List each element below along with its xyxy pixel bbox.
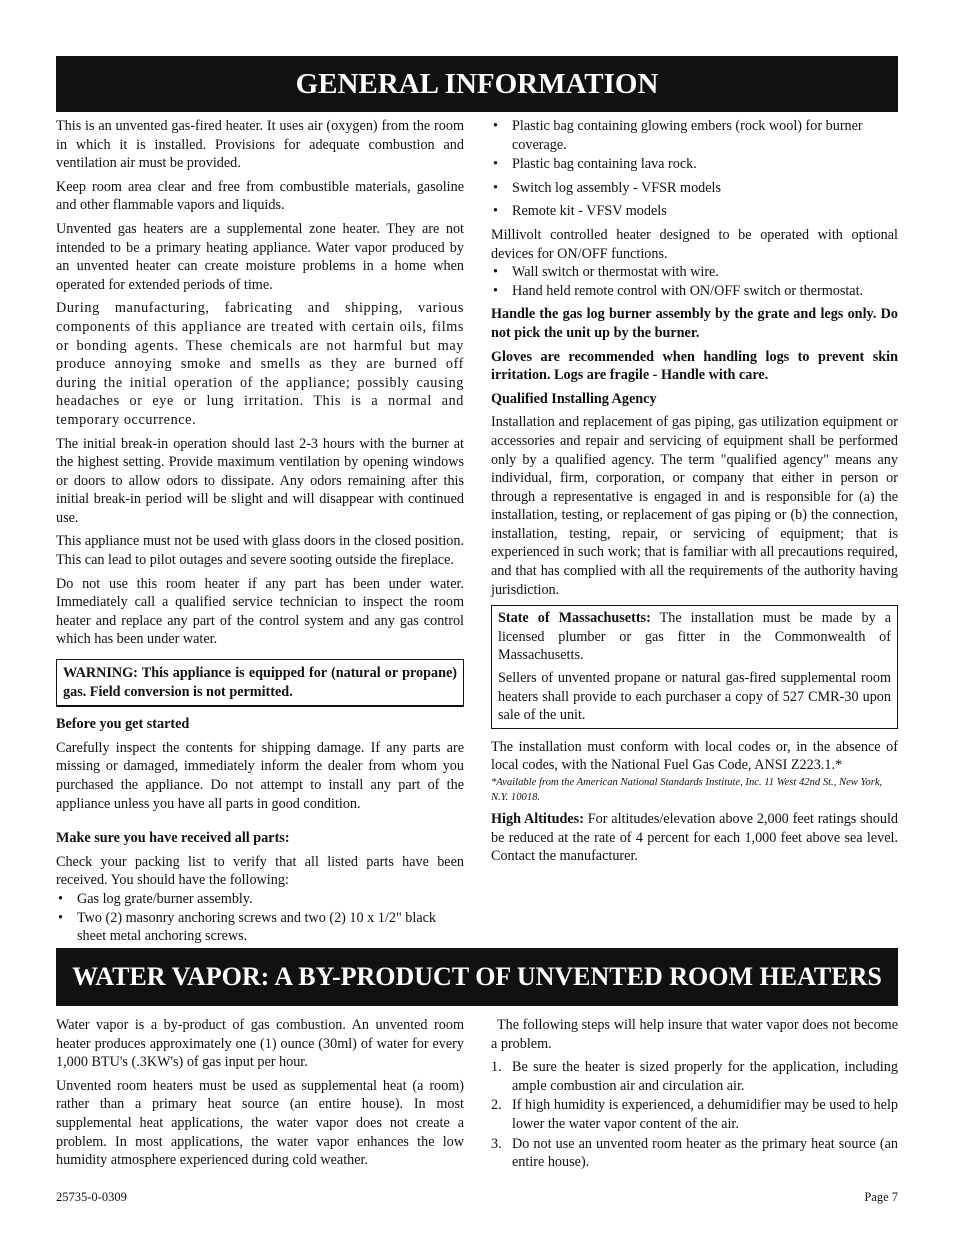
footnote: *Available from the American National Standards Institute, Inc. 11 West 42nd St., New York, N.Y. 10018. — [491, 777, 883, 803]
parts-list — [56, 890, 464, 946]
step-text: If high humidity is experienced, a dehumidifier may be used to help lower the water vapor content of the air. — [512, 1097, 898, 1132]
paragraph: Sellers of unvented propane or natural gas-fired supplemental room heaters shall provide to each purchaser a copy of 527 CMR-30 upon sale of the unit. — [498, 670, 891, 724]
paragraph: The installation must conform with local codes or, in the absence of local codes, with the National Fuel Gas Code, ANSI Z223.1.* — [491, 738, 898, 774]
paragraph: Do not use this room heater if any part has been under water. Immediately call a qualified service technician to inspect the room heater and replace any part of the control system and any gas control which has been under water. — [56, 575, 464, 648]
list-item: • Hand held remote control with ON/OFF switch or thermostat. — [491, 282, 898, 301]
general-right-column — [491, 117, 898, 871]
paragraph: During manufacturing, fabricating and shipping, various components of this appliance are treated with certain oils, films or bonding agents. These chemicals are not harmful but may produce annoying smoke and smells as they are burned off during the initial operation of the appliance; possibly causing headaches or eye or lung irritation. This is a normal and temporary occurrence. — [56, 300, 464, 428]
before-you-start-heading: Before you get started — [56, 716, 190, 733]
page-number: Page 7 — [864, 1190, 898, 1204]
list-item: • Plastic bag containing glowing embers (rock wool) for burner coverage. — [491, 117, 898, 154]
step-number: 3. — [491, 1135, 502, 1152]
paragraph: Millivolt controlled heater designed to be operated with optional devices for ON/OFF functions. — [491, 226, 898, 262]
paragraph: This appliance must not be used with glass doors in the closed position. This can lead to pilot outages and severe sooting outside the fireplace. — [56, 533, 464, 569]
list-item: • Wall switch or thermostat with wire. — [491, 263, 898, 282]
step-number: 2. — [491, 1097, 502, 1114]
step-number: 1. — [491, 1059, 502, 1076]
list-item: • Gas log grate/burner assembly. — [56, 890, 464, 909]
document-number: 25735-0-0309 — [56, 1190, 127, 1204]
general-information-header: GENERAL INFORMATION — [56, 56, 898, 112]
list-item: • Plastic bag containing lava rock. — [491, 155, 898, 174]
step-text: Do not use an unvented room heater as the primary heat source (an entire house). — [512, 1135, 898, 1171]
parts-heading: Make sure you have received all parts: — [56, 830, 290, 847]
general-left-column — [56, 117, 464, 951]
parts-list-continued — [491, 117, 898, 221]
water-right-column — [491, 1016, 898, 1173]
high-altitudes-paragraph — [491, 810, 898, 866]
paragraph: Unvented gas heaters are a supplemental zone heater. They are not intended to be a primary heating appliance. Water vapor produced by an unvented heater can create moisture problems in a home when operated for extended periods of time. — [56, 220, 464, 293]
list-item: • Remote kit - VFSV models — [491, 202, 898, 221]
high-altitudes-text: For altitudes/elevation above 2,000 feet ratings should be reduced at the rate of 4 percent for each 1,000 feet above sea level. Contact the manufacturer. — [491, 811, 898, 865]
paragraph: Water vapor is a by-product of gas combustion. An unvented room heater produces approximately one (1) ounce (30ml) of water for every 1,000 BTU's (.3KW's) of gas input per hour. — [56, 1017, 464, 1071]
paragraph: Keep room area clear and free from combustible materials, gasoline and other flammable vapors and liquids. — [56, 178, 464, 214]
list-item: • Switch log assembly - VFSR models — [491, 179, 898, 198]
list-item: • Two (2) masonry anchoring screws and two (2) 10 x 1/2" black sheet metal anchoring screws. — [56, 909, 464, 946]
paragraph: Installation and replacement of gas piping, gas utilization equipment or accessories and repair and servicing of equipment shall be performed only by a qualified agency. The term "qualified agency" means any individual, firm, corporation, or company that either in person or through a representative is engaged in and is responsible for (a) the installation, testing, or replacement of gas piping or (b) the connection, installation, testing, repair, or servicing of equipment; that is experienced in such work; that is familiar with all precautions required, and that has complied with all the requirements of the authority having jurisdiction. — [491, 414, 898, 598]
paragraph: Carefully inspect the contents for shipping damage. If any parts are missing or damaged, immediately inform the dealer from whom you purchased the appliance. Do not attempt to install any part of the appliance unless you have all parts in good condition. — [56, 739, 464, 812]
water-vapor-header: WATER VAPOR: A BY-PRODUCT OF UNVENTED ROOM HEATERS — [56, 948, 898, 1006]
massachusetts-paragraph — [498, 609, 891, 665]
massachusetts-text: The installation must be made by a licensed plumber or gas fitter in the Commonwealth of Massachusetts. — [498, 610, 891, 664]
qualified-agency-heading: Qualified Installing Agency — [491, 390, 657, 407]
step-text: Be sure the heater is sized properly for the application, including ample combustion air and circulation air. — [512, 1059, 898, 1094]
massachusetts-box — [491, 605, 898, 729]
warning-box: WARNING: This appliance is equipped for (natural or propane) gas. Field conversion is not permitted. — [56, 659, 464, 706]
paragraph: Unvented room heaters must be used as supplemental heat (a room) rather than a primary heat source (an entire house). In most supplemental heat applications, the water vapor does not create a problem. In most applications, the water vapor enhances the low humidity atmosphere experienced during cold weather. — [56, 1077, 464, 1169]
paragraph: Check your packing list to verify that all listed parts have been received. You should have the following: — [56, 853, 464, 889]
devices-list — [491, 263, 898, 300]
high-altitudes-label: High Altitudes: — [491, 811, 584, 827]
paragraph: This is an unvented gas-fired heater. It uses air (oxygen) from the room in which it is installed. Provisions for adequate combustion and ventilation air must be provided. — [56, 118, 464, 172]
water-left-column — [56, 1016, 464, 1175]
paragraph: The initial break-in operation should last 2-3 hours with the burner at the highest setting. Provide maximum ventilation by opening windows or doors to allow odors to dissipate. Any odors remaining after this initial break-in period will be slight and will disappear with continued use. — [56, 435, 464, 526]
paragraph: The following steps will help insure that water vapor does not become a problem. — [491, 1017, 898, 1052]
handling-note: Handle the gas log burner assembly by the grate and legs only. Do not pick the unit up by the burner. — [491, 306, 898, 341]
massachusetts-label: State of Massachusetts: — [498, 610, 651, 627]
steps-list — [491, 1058, 898, 1172]
gloves-note: Gloves are recommended when handling logs to prevent skin irritation. Logs are fragile - Handle with care. — [491, 348, 898, 384]
list-item — [491, 1135, 898, 1172]
list-item — [491, 1058, 898, 1095]
list-item — [491, 1096, 898, 1133]
